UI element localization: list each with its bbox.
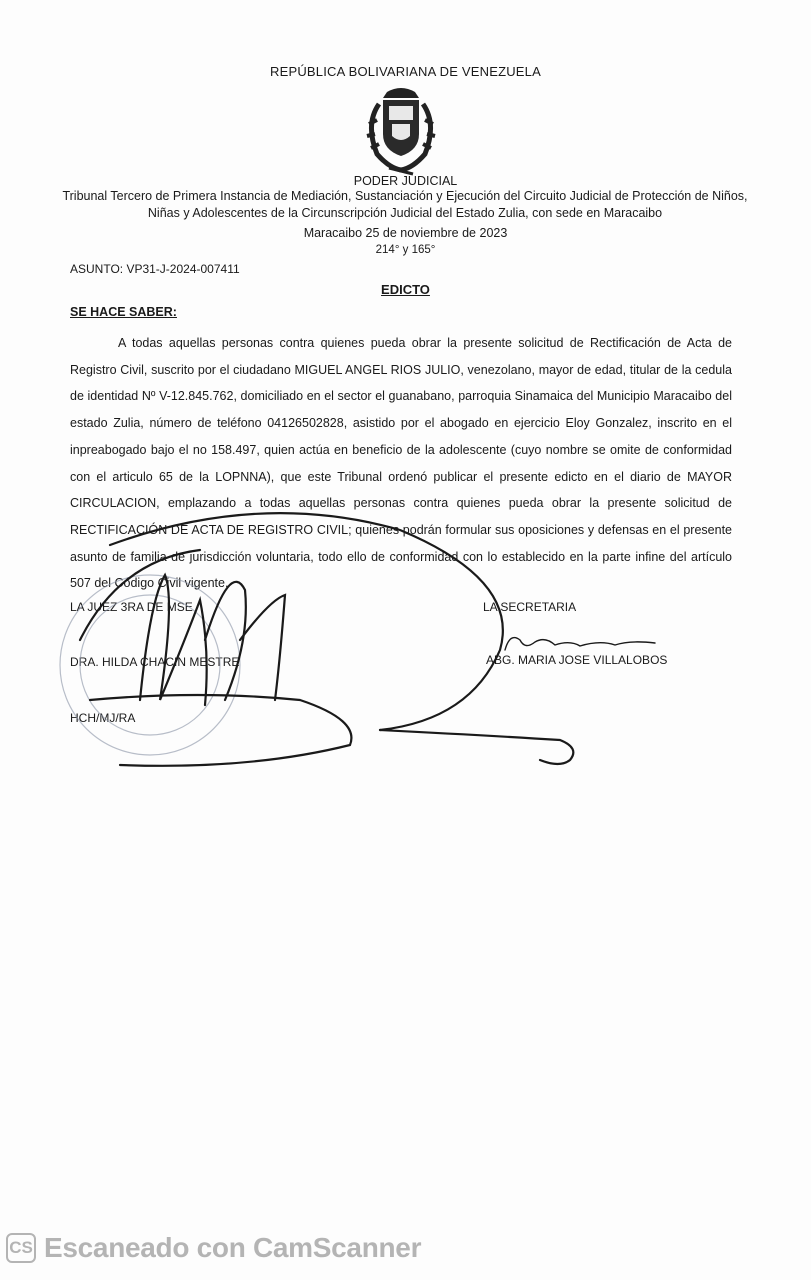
- document-title: EDICTO: [381, 282, 430, 297]
- judge-name: DRA. HILDA CHACIN MESTRE: [70, 655, 240, 669]
- header-date: Maracaibo 25 de noviembre de 2023: [303, 226, 508, 240]
- secretary-name: ABG. MARIA JOSE VILLALOBOS: [486, 653, 668, 667]
- camscanner-watermark: [6, 1232, 421, 1264]
- case-number: ASUNTO: VP31-J-2024-007411: [70, 262, 240, 276]
- camscanner-text: Escaneado con CamScanner: [44, 1232, 422, 1263]
- header-republic: REPÚBLICA BOLIVARIANA DE VENEZUELA: [270, 64, 541, 79]
- se-hace-saber-heading: SE HACE SABER:: [70, 305, 177, 319]
- edict-body: A todas aquellas personas contra quienes pueda obrar la presente solicitud de Rectificación de Acta de Registro Civil, suscrito por el ciudadano MIGUEL ANGEL RIOS JULIO, venezolano, mayor de edad, titular de la cedula de identidad Nº V-12.845.762, domiciliado en el sector el guanabano, parroquia Sinamaica del Municipio Maracaibo del estado Zulia, número de teléfono 04126502828, asistido por el abogado en ejercicio Eloy Gonzalez, inscrito en el inpreabogado bajo el no 158.497, quien actúa en beneficio de la adolescente (cuyo nombre se omite de conformidad con el articulo 65 de la LOPNNA), que este Tribunal ordenó publicar el presente edicto en el diario de MAYOR CIRCULACION, emplazando a todas aquellas personas contra quienes pueda obrar la presente solicitud de RECTIFICACIÓN DE ACTA DE REGISTRO CIVIL; quienes podrán formular sus oposiciones y defensas en el presente asunto de familia de jurisdicción voluntaria, todo ello de conformidad con lo establecido en la parte infine del artículo 507 del Código Civil vigente.: [70, 336, 732, 591]
- secretary-signature-icon: [505, 638, 655, 650]
- header-tribunal: Tribunal Tercero de Primera Instancia de Mediación, Sustanciación y Ejecución del Circuito Judicial de Protección de Niños, Niñas y Adolescentes de la Circunscripción Judicial del Estado Zulia, con sede en Maracaibo: [62, 189, 748, 220]
- header-poder-judicial: PODER JUDICIAL: [353, 174, 458, 188]
- judge-title: LA JUEZ 3RA DE MSE: [70, 600, 193, 614]
- header-years: 214° y 165°: [375, 244, 436, 256]
- secretary-title: LA SECRETARIA: [483, 600, 577, 614]
- coat-of-arms-icon: [359, 84, 443, 176]
- initials: HCH/MJ/RA: [70, 711, 136, 725]
- camscanner-logo: CS: [6, 1233, 36, 1263]
